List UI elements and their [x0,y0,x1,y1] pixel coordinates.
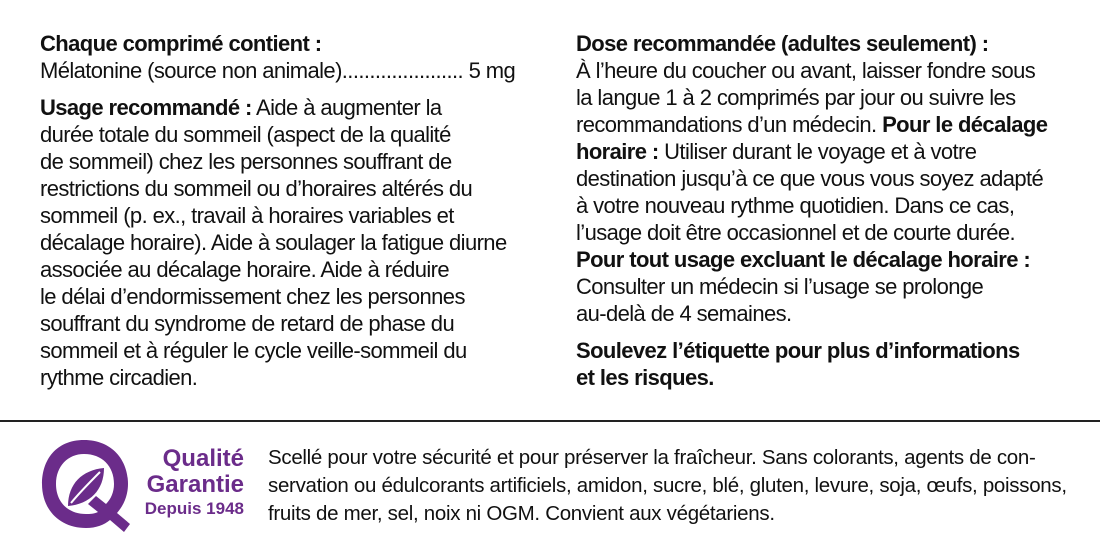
peel-label-note [576,337,1076,391]
jetlag-line: à votre nouveau rythme quotidien. Dans ce cas, [576,193,1015,218]
usage-line: sommeil et à réguler le cycle veille-sommeil du [40,338,467,363]
section-divider [0,420,1100,422]
usage-line: de sommeil) chez les personnes souffrant de [40,149,452,174]
left-column [40,30,560,391]
right-column [576,30,1076,391]
usage-paragraph [40,94,560,391]
other-use-paragraph [576,273,1076,327]
ingredient-name: Mélatonine (source non animale) [40,58,342,83]
other-use-line: Consulter un médecin si l’usage se prolonge [576,274,984,299]
logo-line-quality: Qualité [162,445,244,472]
usage-line: restrictions du sommeil ou d’horaires altérés du [40,176,473,201]
leaf-q-icon [38,434,134,534]
logo-text [145,446,244,520]
other-use-line: au-delà de 4 semaines. [576,301,792,326]
usage-line: associée au décalage horaire. Aide à réduire [40,257,450,282]
footer-line: servation ou édulcorants artificiels, amidon, sucre, blé, gluten, levure, soja, œufs, poissons, [268,474,1067,497]
ingredient-amount: 5 mg [468,58,516,83]
footer-line: fruits de mer, sel, noix ni OGM. Convient aux végétariens. [268,502,775,525]
usage-heading: Usage recommandé : [40,95,252,120]
usage-line: le délai d’endormissement chez les personnes [40,284,465,309]
usage-line: durée totale du sommeil (aspect de la qualité [40,122,451,147]
usage-line: décalage horaire). Aide à soulager la fatigue diurne [40,230,507,255]
jetlag-heading: Pour le décalage [882,112,1048,137]
quality-logo [38,432,258,536]
usage-line: Aide à augmenter la [256,95,442,120]
dose-line: recommandations d’un médecin. [576,112,877,137]
dose-line: À l’heure du coucher ou avant, laisser fondre sous [576,58,1036,83]
other-use-heading: Pour tout usage excluant le décalage horaire : [576,247,1031,272]
peel-line: Soulevez l’étiquette pour plus d’informations [576,338,1020,363]
jetlag-line: l’usage doit être occasionnel et de courte durée. [576,220,1016,245]
footer-statement [268,444,1068,528]
usage-line: souffrant du syndrome de retard de phase du [40,311,455,336]
dose-paragraph [576,57,1076,246]
jetlag-heading-cont: horaire : [576,139,659,164]
jetlag-line: Utiliser durant le voyage et à votre [664,139,977,164]
dose-heading: Dose recommandée (adultes seulement) : [576,31,989,56]
peel-line: et les risques. [576,365,714,390]
ingredient-row [40,57,560,84]
ingredient-dots: ...................... [341,58,464,83]
contains-heading: Chaque comprimé contient : [40,31,322,56]
dose-line: la langue 1 à 2 comprimés par jour ou suivre les [576,85,1016,110]
usage-line: rythme circadien. [40,365,198,390]
jetlag-line: destination jusqu’à ce que vous vous soyez adapté [576,166,1044,191]
logo-line-guarantee: Garantie [146,471,244,498]
footer-line: Scellé pour votre sécurité et pour préserver la fraîcheur. Sans colorants, agents de con- [268,446,1036,469]
logo-line-since: Depuis 1948 [144,499,244,518]
usage-line: sommeil (p. ex., travail à horaires variables et [40,203,454,228]
